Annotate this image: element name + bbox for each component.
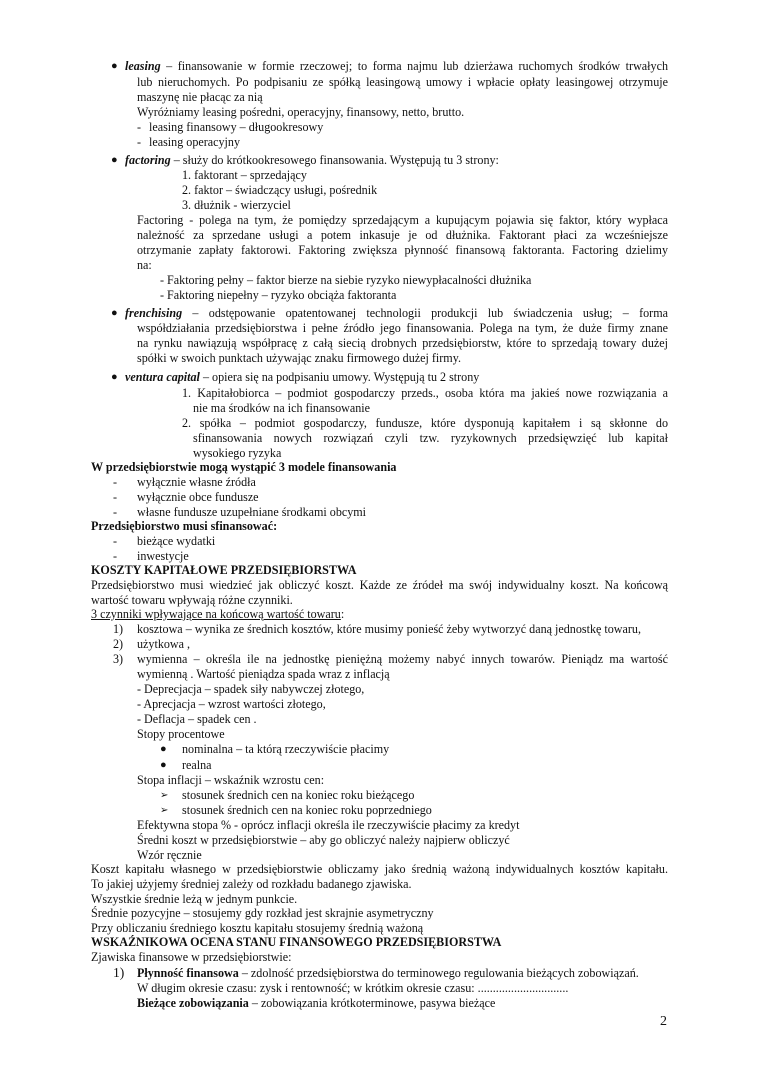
franchising-term: frenchising (125, 306, 183, 320)
venture-party: sfinansowania nowych rozwiązań czyli tzw. ryzykownych przedsięwzięć lub kapitał (193, 431, 668, 445)
models-item: własne fundusze uzupełniane środkami obcymi (137, 505, 367, 519)
factoring-desc: otrzymanie zapłaty faktorowi. Faktoring zwiększa płynność finansową faktoranta. Factoring dzielimy (137, 243, 668, 257)
wskaznik-heading: WSKAŹNIKOWA OCENA STANU FINANSOWEGO PRZEDSIĘBIORSTWA (91, 935, 502, 949)
value-change: - Deflacja – spadek cen . (137, 712, 257, 726)
koszty-intro: wartość towaru wpływają różne czynniki. (91, 593, 293, 607)
bullet-icon: ● (160, 743, 167, 755)
franchising-line: spółki w swoich punktach używając znaku firmowego dużej firmy. (137, 351, 461, 365)
venture-intro: ventura capital – opiera się na podpisaniu umowy. Występują tu 2 strony (125, 370, 480, 384)
must-item: inwestycje (137, 549, 189, 563)
biezace-term: Bieżące zobowiązania (137, 996, 249, 1010)
dash-icon: - (113, 475, 118, 489)
bullet-icon: ● (111, 307, 118, 319)
factoring-desc: należność za sprzedane usługi a potem inkasuje je od dłużnika. Faktorant płaci za wcześniejsze (137, 228, 668, 242)
dash-icon: - (137, 120, 142, 134)
koszty-paragraph: Koszt kapitału własnego w przedsiębiorstwie obliczamy jako średnią ważoną indywidualnych kosztów kapitału. (91, 862, 668, 876)
factoring-party: 3. dłużnik - wierzyciel (182, 198, 291, 212)
leasing-line-1: leasing – finansowanie w formie rzeczowej; to forma najmu lub dzierżawa ruchomych środków trwałych (125, 59, 668, 73)
bullet-icon: ● (111, 371, 118, 383)
franchising-line: współdziałania przedsiębiorstwa i pełne źródło jego finansowania. Polega na tym, że duże firmy znane (137, 321, 668, 335)
venture-party: 1. Kapitałobiorca – podmiot gospodarczy przeds., osoba która ma jakieś nowe rozwiązania a (182, 386, 668, 400)
page-number: 2 (660, 1014, 667, 1029)
inflation-heading: Stopa inflacji – wskaźnik wzrostu cen: (137, 773, 325, 787)
factoring-party: 2. faktor – świadczący usługi, pośrednik (182, 183, 378, 197)
leasing-line-3: maszynę nie płacąc za nią (137, 90, 263, 104)
factor-number: 2) (113, 637, 124, 651)
wymienna-cont: wymienną . Wartość pieniądza spada wraz z inflacją (137, 667, 390, 681)
arrow-bullet-icon: ➢ (160, 805, 169, 816)
factor-text: wymienna – określa ile na jednostkę pieniężną możemy nabyć innych towarów. Pieniądz ma wartość (137, 652, 668, 666)
bullet-icon: ● (111, 154, 118, 166)
factoring-kind: - Faktoring pełny – faktor bierze na siebie ryzyko niewypłacalności dłużnika (160, 273, 532, 287)
inflation-item: stosunek średnich cen na koniec roku poprzedniego (182, 803, 432, 817)
factors-heading-line: 3 czynniki wpływające na końcową wartość towaru: (91, 607, 345, 621)
wskaznik-number: 1) (113, 965, 125, 980)
average-cost: Średni koszt w przedsiębiorstwie – aby go obliczyć należy najpierw obliczyć (137, 833, 510, 847)
value-change: - Aprecjacja – wzrost wartości złotego, (137, 697, 326, 711)
rates-heading: Stopy procentowe (137, 727, 225, 741)
inflation-item: stosunek średnich cen na koniec roku bieżącego (182, 788, 415, 802)
must-heading: Przedsiębiorstwo musi sfinansować: (91, 519, 278, 533)
koszty-paragraph: Przy obliczaniu średniego kosztu kapitału stosujemy średnią ważoną (91, 921, 424, 935)
leasing-line-2: lub nieruchomych. Po podpisaniu ze spółką leasingową umowy i wpłacie opłaty leasingowej otrzymuje (137, 75, 668, 89)
dash-icon: - (113, 505, 118, 519)
leasing-line-4: Wyróżniamy leasing pośredni, operacyjny, finansowy, netto, brutto. (137, 105, 465, 119)
must-item: bieżące wydatki (137, 534, 216, 548)
arrow-bullet-icon: ➢ (160, 790, 169, 801)
koszty-paragraph: Wszystkie średnie leżą w jednym punkcie. (91, 892, 298, 906)
venture-party: nie ma środków na ich finansowanie (193, 401, 370, 415)
factor-text: użytkowa , (137, 637, 191, 651)
models-item: wyłącznie obce fundusze (137, 490, 259, 504)
models-item: wyłącznie własne źródła (137, 475, 256, 489)
factoring-kind: - Faktoring niepełny – ryzyko obciąża faktoranta (160, 288, 397, 302)
rate-item: realna (182, 758, 212, 772)
factor-number: 3) (113, 652, 124, 666)
rate-item: nominalna – ta którą rzeczywiście płacimy (182, 742, 390, 756)
biezace-line: Bieżące zobowiązania – zobowiązania krótkoterminowe, pasywa bieżące (137, 996, 496, 1010)
franchising-line: na rynku nawiązują współpracę z całą siecią drobnych przedsiębiorstw, które to sprzedają towary dużej (137, 336, 668, 350)
factor-number: 1) (113, 622, 124, 636)
factoring-term: factoring (125, 153, 171, 167)
plynnosc-line: Płynność finansowa – zdolność przedsiębiorstwa do terminowego regulowania bieżących zobowiązań. (137, 966, 639, 980)
franchising-line-1: frenchising – odstępowanie opatentowanej technologii produkcji lub świadczenia usług; – forma (125, 306, 668, 320)
dash-icon: - (137, 135, 142, 149)
dash-icon: - (113, 490, 118, 504)
bullet-icon: ● (111, 60, 118, 72)
koszty-paragraph: To jakiej użyjemy średniej zależy od rozkładu badanego zjawiska. (91, 877, 412, 891)
bullet-icon: ● (160, 759, 167, 771)
leasing-term: leasing (125, 59, 161, 73)
leasing-type: leasing operacyjny (149, 135, 241, 149)
formula-note: Wzór ręcznie (137, 848, 202, 862)
factoring-desc: Factoring - polega na tym, że pomiędzy sprzedającym a kupującym pojawia się faktor, który wypłaca (137, 213, 668, 227)
factoring-intro: factoring – służy do krótkookresowego finansowania. Występują tu 3 strony: (125, 153, 499, 167)
koszty-intro: Przedsiębiorstwo musi wiedzieć jak obliczyć koszt. Każde ze źródeł ma swój indywidualny koszt. Na końcową (91, 578, 668, 592)
plynnosc-term: Płynność finansowa (137, 966, 239, 980)
effective-rate: Efektywna stopa % - oprócz inflacji określa ile rzeczywiście płacimy za kredyt (137, 818, 520, 832)
dash-icon: - (113, 534, 118, 548)
venture-term: ventura capital (125, 370, 200, 384)
factoring-party: 1. faktorant – sprzedający (182, 168, 307, 182)
wskaznik-intro: Zjawiska finansowe w przedsiębiorstwie: (91, 950, 292, 964)
factoring-desc: na: (137, 258, 152, 272)
dash-icon: - (113, 549, 118, 563)
value-change: - Deprecjacja – spadek siły nabywczej złotego, (137, 682, 365, 696)
koszty-paragraph: Średnie pozycyjne – stosujemy gdy rozkład jest skrajnie asymetryczny (91, 906, 434, 920)
leasing-type: leasing finansowy – długookresowy (149, 120, 324, 134)
models-heading: W przedsiębiorstwie mogą wystąpić 3 modele finansowania (91, 460, 397, 474)
venture-party: 2. spółka – podmiot gospodarczy, fundusze, które dysponują kapitałem i są skłonne do (182, 416, 668, 430)
venture-party: wysokiego ryzyka (193, 446, 282, 460)
koszty-heading: KOSZTY KAPITAŁOWE PRZEDSIĘBIORSTWA (91, 563, 357, 577)
okres-line: W długim okresie czasu: zysk i rentowność; w krótkim okresie czasu: .............................. (137, 981, 569, 995)
factor-text: kosztowa – wynika ze średnich kosztów, które musimy ponieść żeby wytworzyć daną jednostkę towaru, (137, 622, 641, 636)
factors-heading: 3 czynniki wpływające na końcową wartość towaru (91, 607, 341, 621)
